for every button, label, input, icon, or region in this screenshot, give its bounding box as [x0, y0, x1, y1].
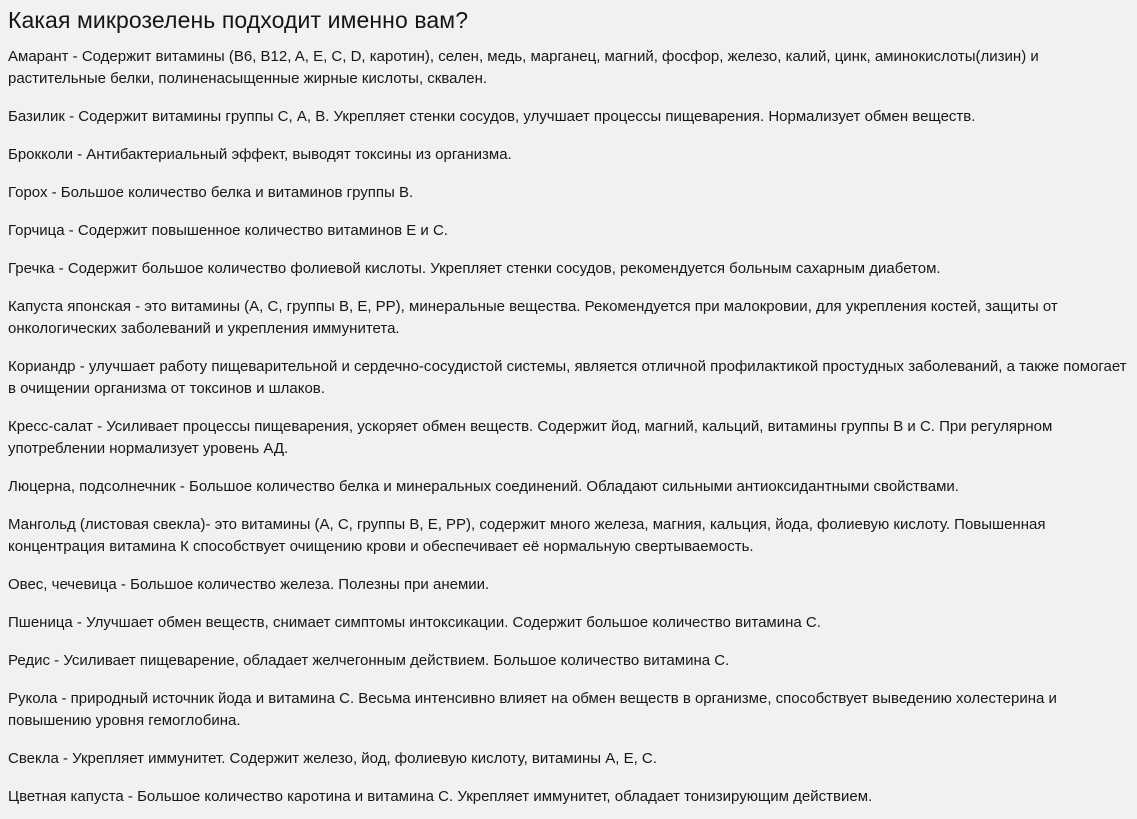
list-item: Амарант - Содержит витамины (B6, B12, A, E, C, D, каротин), селен, медь, марганец, магний, фосфор, железо, калий, цинк, аминокислоты(лизин) и растительные белки, полиненасыщенные жирные кислоты, сквален. [8, 48, 1039, 87]
list-item: Овес, чечевица - Большое количество железа. Полезны при анемии. [8, 576, 490, 593]
list-item: Капуста японская - это витамины (А, С, группы В, Е, РР), минеральные вещества. Рекомендуется при малокровии, для укрепления костей, защиты от онкологических заболеваний и укрепления иммунитета. [8, 298, 1058, 337]
list-item: Горчица - Содержит повышенное количество витаминов Е и С. [8, 222, 448, 239]
microgreens-list [8, 46, 1131, 808]
list-item: Рукола - природный источник йода и витамина С. Весьма интенсивно влияет на обмен веществ в организме, способствует выведению холестерина и повышению уровня гемоглобина. [8, 690, 1057, 729]
list-item: Мангольд (листовая свекла)- это витамины (А, С, группы В, Е, РР), содержит много железа, магния, кальция, йода, фолиевую кислоту. Повышенная концентрация витамина К способствует очищению крови и обеспечивает её нормальную свертываемость. [8, 516, 1046, 555]
list-item: Редис - Усиливает пищеварение, обладает желчегонным действием. Большое количество витамина С. [8, 652, 730, 669]
list-item: Горох - Большое количество белка и витаминов группы В. [8, 184, 414, 201]
list-item: Свекла - Укрепляет иммунитет. Содержит железо, йод, фолиевую кислоту, витамины А, Е, С. [8, 750, 657, 767]
list-item: Люцерна, подсолнечник - Большое количество белка и минеральных соединений. Обладают сильными антиоксидантными свойствами. [8, 478, 959, 495]
page-title: Какая микрозелень подходит именно вам? [8, 7, 469, 33]
list-item: Пшеница - Улучшает обмен веществ, снимает симптомы интоксикации. Содержит большое количество витамина С. [8, 614, 821, 631]
list-item: Кориандр - улучшает работу пищеварительной и сердечно-сосудистой системы, является отличной профилактикой простудных заболеваний, а также помогает в очищении организма от токсинов и шлаков. [8, 358, 1127, 397]
list-item: Брокколи - Антибактериальный эффект, выводят токсины из организма. [8, 146, 512, 163]
list-item: Гречка - Содержит большое количество фолиевой кислоты. Укрепляет стенки сосудов, рекомендуется больным сахарным диабетом. [8, 260, 941, 277]
list-item: Базилик - Содержит витамины группы С, А, В. Укрепляет стенки сосудов, улучшает процессы пищеварения. Нормализует обмен веществ. [8, 108, 976, 125]
list-item: Кресс-салат - Усиливает процессы пищеварения, ускоряет обмен веществ. Содержит йод, магний, кальций, витамины группы В и С. При регулярном употреблении нормализует уровень АД. [8, 418, 1053, 457]
list-item: Цветная капуста - Большое количество каротина и витамина С. Укрепляет иммунитет, обладает тонизирующим действием. [8, 788, 873, 805]
